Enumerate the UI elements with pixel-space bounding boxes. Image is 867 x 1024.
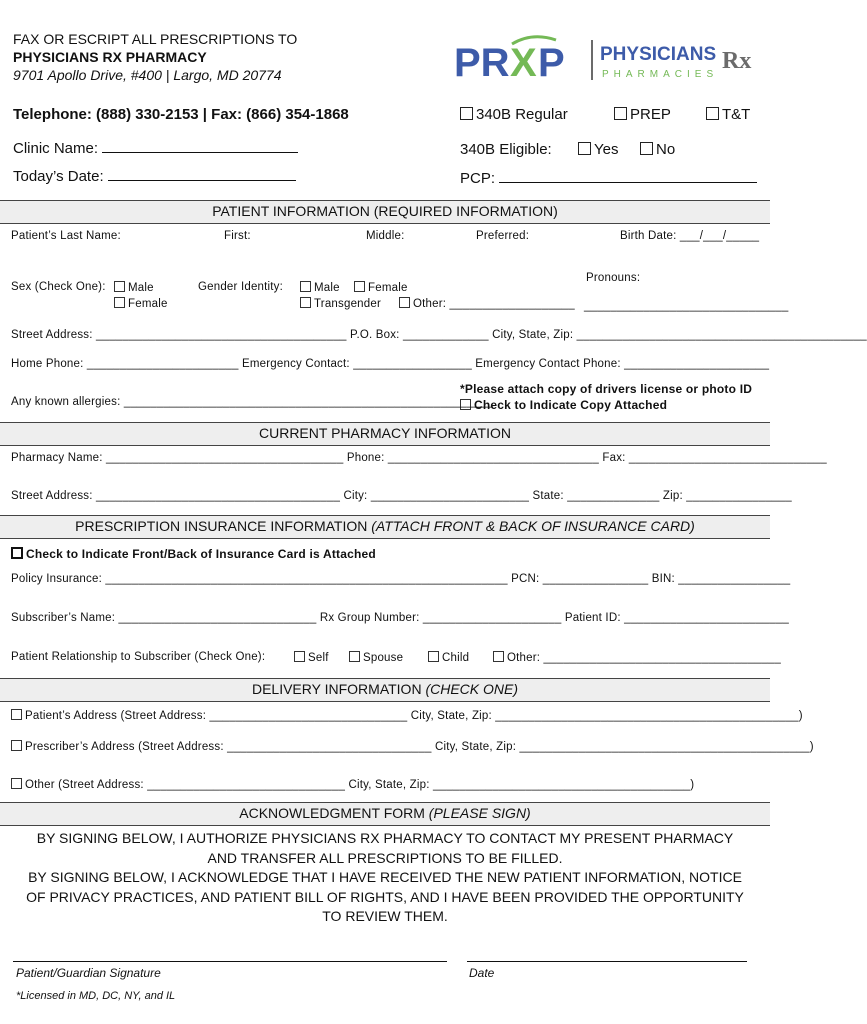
label-sex-male: Male [128, 282, 154, 294]
pcp-field[interactable] [499, 171, 757, 183]
ack-p2a: BY SIGNING BELOW, I ACKNOWLEDGE THAT I HAVE RECEIVED THE NEW PATIENT INFORMATION, NOTICE [28, 869, 742, 885]
checkbox-gender-transgender[interactable] [300, 297, 311, 308]
gender-identity-label: Gender Identity: [198, 281, 284, 293]
checkbox-delivery-patient[interactable] [11, 709, 22, 720]
birth-date-field[interactable]: Birth Date: ___/___/_____ [620, 230, 760, 242]
checkbox-delivery-other[interactable] [11, 778, 22, 789]
label-delivery-other: Other (Street Address: ______________________________ City, State, Zip: _______________________________________) [25, 779, 695, 791]
label-gender-transgender: Transgender [314, 298, 381, 310]
signature-line[interactable] [13, 961, 447, 962]
policy-row[interactable]: Policy Insurance: _____________________________________________________________ PCN: ________________ BIN: _________________ [11, 573, 791, 585]
ack-p2c: TO REVIEW THEM. [322, 908, 448, 924]
option-delivery-other[interactable] [11, 778, 694, 791]
option-eligible-yes[interactable] [578, 141, 618, 158]
label-delivery-patient: Patient’s Address (Street Address: ______________________________ City, State, Zip: ______________________________________________) [25, 710, 803, 722]
ack-p1b: AND TRANSFER ALL PRESCRIPTIONS TO BE FILLED. [207, 849, 563, 866]
option-340b-regular[interactable] [460, 106, 568, 123]
label-id-attached: Check to Indicate Copy Attached [474, 398, 668, 412]
insurance-title-note: (ATTACH FRONT & BACK OF INSURANCE CARD) [371, 518, 695, 534]
label-no: No [656, 141, 676, 158]
header-line1: FAX OR ESCRIPT ALL PRESCRIPTIONS TO [13, 31, 298, 47]
option-delivery-patient[interactable] [11, 709, 803, 722]
section-patient-info: PATIENT INFORMATION (REQUIRED INFORMATION) [0, 200, 770, 224]
logo-mark-x: X [510, 41, 537, 85]
option-rel-self[interactable] [294, 651, 329, 664]
todays-date-label: Today’s Date: [13, 168, 104, 185]
option-gender-female[interactable] [354, 281, 408, 294]
logo-sub: PHARMACIES [602, 69, 719, 80]
pcp-row [460, 170, 757, 187]
checkbox-gender-female[interactable] [354, 281, 365, 292]
telephone-fax: Telephone: (888) 330-2153 | Fax: (866) 354-1868 [13, 106, 349, 123]
pcp-label: PCP: [460, 170, 496, 187]
checkbox-rel-self[interactable] [294, 651, 305, 662]
checkbox-gender-male[interactable] [300, 281, 311, 292]
physicians-rx-logo [452, 30, 752, 90]
pharmacy-row-2[interactable]: Street Address: _____________________________________ City: ________________________ State: ______________ Zip: ________________ [11, 490, 792, 502]
checkbox-prep[interactable] [614, 107, 627, 120]
checkbox-delivery-prescriber[interactable] [11, 740, 22, 751]
checkbox-rel-other[interactable] [493, 651, 504, 662]
patient-phones-row[interactable]: Home Phone: _______________________ Emergency Contact: __________________ Emergency Contact Phone: ______________________ [11, 358, 770, 370]
label-insurance-attached: Check to Indicate Front/Back of Insurance Card is Attached [26, 547, 376, 561]
pronouns-field[interactable]: _______________________________ [584, 300, 789, 312]
label-tt: T&T [722, 106, 751, 123]
preferred-name-label[interactable]: Preferred: [476, 230, 530, 242]
logo-mark-p2: P [538, 41, 565, 85]
logo-rx: Rx [722, 48, 752, 74]
pharmacy-address: 9701 Apollo Drive, #400 | Largo, MD 20774 [13, 67, 282, 83]
label-gender-male: Male [314, 282, 340, 294]
attach-id-note: *Please attach copy of drivers license or photo ID [460, 382, 753, 396]
clinic-name-field[interactable] [102, 141, 298, 153]
label-340b-regular: 340B Regular [476, 106, 568, 123]
checkbox-sex-female[interactable] [114, 297, 125, 308]
checkbox-tt[interactable] [706, 107, 719, 120]
ack-title-note: (PLEASE SIGN) [428, 805, 531, 821]
checkbox-rel-spouse[interactable] [349, 651, 360, 662]
option-insurance-attached[interactable] [11, 547, 376, 561]
signature-date-line[interactable] [467, 961, 747, 962]
sex-label: Sex (Check One): [11, 281, 106, 293]
option-delivery-prescriber[interactable] [11, 740, 814, 753]
option-prep[interactable] [614, 106, 671, 123]
option-rel-spouse[interactable] [349, 651, 403, 664]
checkbox-rel-child[interactable] [428, 651, 439, 662]
license-footnote: *Licensed in MD, DC, NY, and IL [16, 990, 176, 1002]
label-gender-other: Other: ___________________ [413, 298, 575, 310]
clinic-name-row [13, 140, 298, 157]
logo-mark-p1: PR [454, 41, 510, 85]
option-sex-male[interactable] [114, 281, 154, 294]
signature-date-label: Date [469, 966, 495, 980]
relationship-label: Patient Relationship to Subscriber (Check One): [11, 651, 266, 663]
label-yes: Yes [594, 141, 619, 158]
pharmacy-name: PHYSICIANS RX PHARMACY [13, 49, 207, 65]
clinic-name-label: Clinic Name: [13, 140, 99, 157]
ack-p1a: BY SIGNING BELOW, I AUTHORIZE PHYSICIANS RX PHARMACY TO CONTACT MY PRESENT PHARMACY [36, 830, 734, 846]
checkbox-eligible-yes[interactable] [578, 142, 591, 155]
checkbox-eligible-no[interactable] [640, 142, 653, 155]
checkbox-sex-male[interactable] [114, 281, 125, 292]
last-name-label[interactable]: Patient’s Last Name: [11, 230, 121, 242]
signature-label: Patient/Guardian Signature [16, 966, 161, 980]
section-acknowledgment [0, 802, 770, 826]
eligible-label: 340B Eligible: [460, 141, 552, 158]
eligible-row [460, 141, 552, 158]
label-gender-female: Female [368, 282, 408, 294]
checkbox-340b-regular[interactable] [460, 107, 473, 120]
label-rel-other: Other: ____________________________________ [507, 652, 781, 664]
section-pharmacy-info: CURRENT PHARMACY INFORMATION [0, 422, 770, 446]
section-insurance-info [0, 515, 770, 539]
logo-graphic [452, 30, 752, 90]
subscriber-row[interactable]: Subscriber’s Name: ______________________________ Rx Group Number: _____________________ Patient ID: _________________________ [11, 612, 790, 624]
ack-title: ACKNOWLEDGMENT FORM [239, 805, 425, 821]
ack-text-block [0, 829, 770, 927]
checkbox-gender-other[interactable] [399, 297, 410, 308]
section-delivery-info [0, 678, 770, 702]
pronouns-label: Pronouns: [586, 272, 641, 284]
checkbox-insurance-attached[interactable] [11, 547, 23, 559]
insurance-title: PRESCRIPTION INSURANCE INFORMATION [75, 518, 368, 534]
label-rel-self: Self [308, 652, 329, 664]
delivery-title-note: (CHECK ONE) [425, 681, 519, 697]
label-sex-female: Female [128, 298, 168, 310]
allergies-row[interactable]: Any known allergies: ________________________________________________________ [11, 396, 494, 408]
todays-date-field[interactable] [108, 169, 296, 181]
ack-p2b: OF PRIVACY PRACTICES, AND PATIENT BILL OF RIGHTS, AND I HAVE BEEN PROVIDED THE OPPORTUNITY [26, 888, 744, 905]
pharmacy-row-1[interactable]: Pharmacy Name: ____________________________________ Phone: ________________________________ Fax: ______________________________ [11, 452, 827, 464]
logo-name: PHYSICIANS [600, 44, 717, 65]
option-rel-other[interactable] [493, 651, 781, 664]
option-gender-transgender[interactable] [300, 297, 381, 310]
option-eligible-no[interactable] [640, 141, 675, 158]
option-gender-male[interactable] [300, 281, 340, 294]
delivery-title: DELIVERY INFORMATION [251, 681, 422, 697]
label-rel-child: Child [442, 652, 470, 664]
todays-date-row [13, 168, 296, 185]
option-tt[interactable] [706, 106, 750, 123]
label-rel-spouse: Spouse [363, 652, 404, 664]
option-rel-child[interactable] [428, 651, 469, 664]
option-gender-other[interactable] [399, 297, 575, 310]
patient-street-row[interactable]: Street Address: ______________________________________ P.O. Box: _____________ City, State, Zip: ____________________________________________ [11, 329, 867, 341]
option-sex-female[interactable] [114, 297, 168, 310]
label-delivery-prescriber: Prescriber’s Address (Street Address: _______________________________ City, State, Zip: ____________________________________________) [25, 741, 814, 753]
first-name-label[interactable]: First: [224, 230, 251, 242]
label-prep: PREP [630, 106, 671, 123]
middle-name-label[interactable]: Middle: [366, 230, 405, 242]
